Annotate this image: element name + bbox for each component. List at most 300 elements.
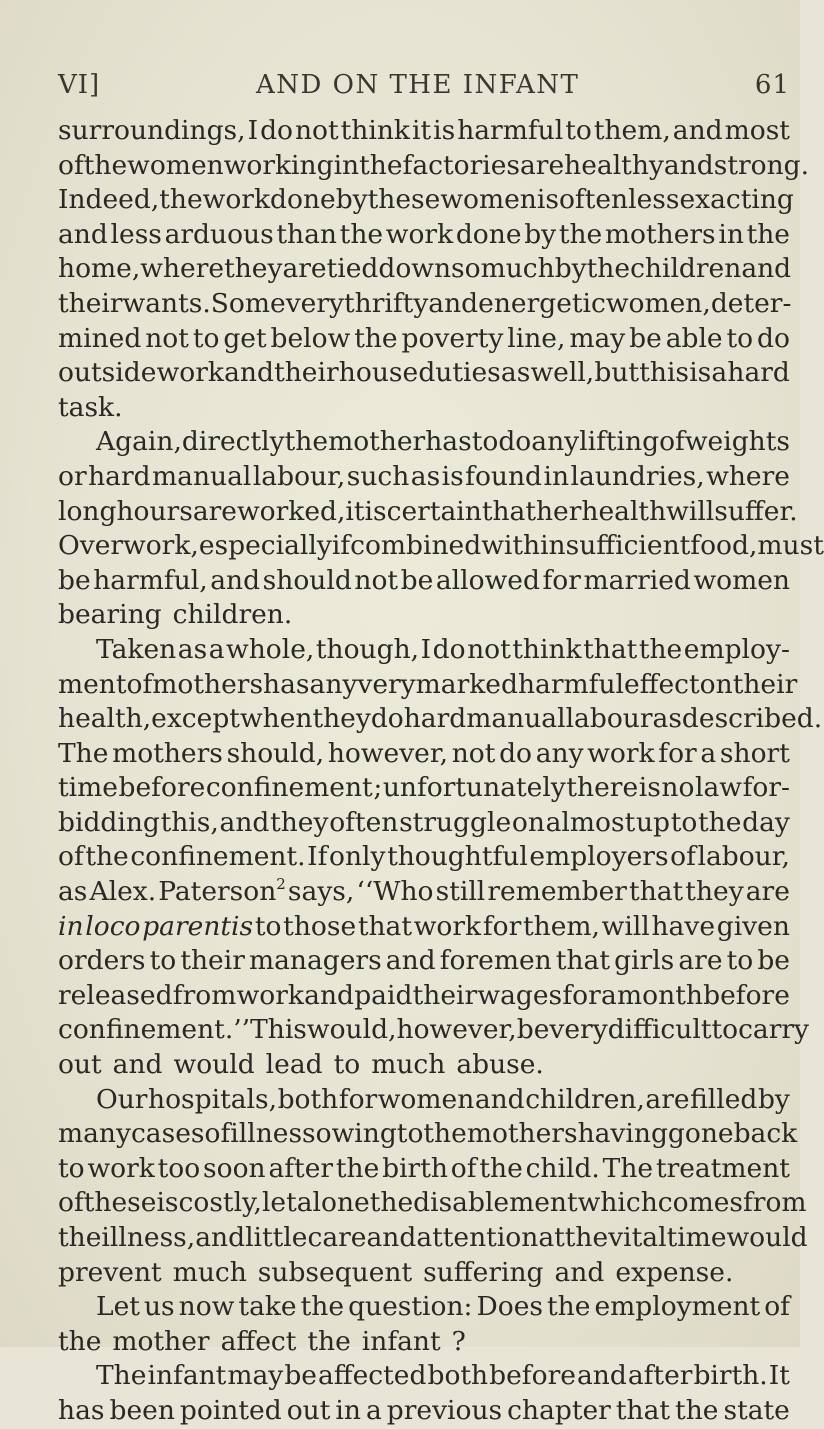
word: the [479, 1152, 523, 1184]
word: I [420, 633, 432, 665]
word: deter- [710, 287, 792, 319]
word: of [659, 426, 685, 458]
word: many [58, 1118, 131, 1150]
text-line [58, 1290, 790, 1325]
word: would, [306, 1014, 397, 1046]
word: be [58, 564, 91, 596]
word: illness, [101, 1222, 196, 1253]
word: except [151, 703, 240, 735]
word: and [474, 1083, 525, 1115]
word: is [638, 772, 661, 804]
word: may [227, 1360, 284, 1392]
word: be [516, 1014, 550, 1046]
word: poverty [401, 322, 504, 354]
word: do [432, 633, 466, 665]
word: hospitals, [148, 1083, 278, 1115]
word: by [757, 1083, 790, 1115]
word: done [270, 184, 336, 216]
word: surroundings, [58, 115, 246, 146]
word: soon [203, 1152, 266, 1184]
word: her [535, 495, 582, 527]
text-line [58, 1325, 790, 1360]
word: mothers [152, 668, 264, 700]
text-line [58, 702, 823, 737]
word: outside [58, 357, 157, 389]
word: from [743, 1187, 807, 1219]
word: down [378, 253, 452, 285]
word: lifting [579, 426, 660, 458]
word: of [58, 841, 84, 873]
word: in [333, 149, 360, 181]
word: be [757, 945, 790, 977]
word: wants. [122, 287, 211, 319]
word: to [333, 1049, 361, 1081]
word: Again, [96, 426, 182, 458]
word: the [746, 218, 790, 250]
word: remember [487, 876, 627, 908]
word: they [270, 806, 329, 838]
word: think [340, 115, 410, 146]
word: a [208, 633, 225, 665]
word: and [385, 945, 436, 977]
word: wages [477, 979, 563, 1011]
word: their [58, 287, 123, 319]
word: to [726, 322, 754, 354]
text-line [58, 875, 790, 910]
word: as [500, 357, 531, 389]
word: before [118, 772, 206, 804]
word: very [549, 1014, 608, 1046]
word: ‘‘Who [356, 876, 434, 908]
word: treatment [655, 1152, 790, 1184]
word: that [481, 495, 536, 527]
word: will [666, 495, 715, 527]
word: where [140, 253, 225, 285]
word: so [451, 253, 481, 285]
word: no [661, 772, 695, 804]
word: chapter [507, 1394, 611, 1426]
word: energetic [478, 287, 606, 319]
word: thoughtful [387, 841, 528, 873]
word: not [145, 322, 189, 354]
word: still [435, 876, 486, 908]
word: for [482, 910, 522, 942]
word: struggle [399, 806, 512, 838]
word: the [58, 1325, 102, 1357]
word: in [543, 460, 570, 492]
word: that [629, 876, 684, 908]
word: are [192, 495, 237, 527]
word: is [156, 1187, 179, 1219]
word: is [433, 115, 456, 146]
word: than [276, 218, 337, 250]
word: of [450, 1152, 477, 1184]
word: women [693, 564, 790, 596]
word: costly, [178, 1187, 262, 1219]
word: a [711, 357, 728, 389]
word: of [58, 1187, 84, 1219]
word: their [732, 668, 798, 700]
word: not [354, 564, 399, 596]
word: the [359, 149, 403, 181]
word: by [524, 218, 557, 250]
word: and [741, 253, 792, 285]
word: long [58, 495, 117, 527]
word: out [58, 1049, 102, 1081]
word: vital [608, 1222, 667, 1253]
word: there [566, 772, 639, 804]
word: it [345, 495, 365, 527]
word: may [569, 322, 626, 354]
word: to [726, 945, 754, 977]
word: thrifty [344, 287, 429, 319]
word: both [427, 1360, 489, 1392]
word: such [346, 460, 410, 492]
word: and [304, 979, 354, 1011]
word: however, [327, 737, 449, 769]
word: found [465, 460, 543, 492]
word: for [658, 737, 697, 769]
word: the [558, 218, 603, 250]
word: mother [112, 1325, 210, 1357]
word: labour, [252, 460, 346, 492]
word: cases [130, 1118, 205, 1150]
word: girls [614, 945, 675, 977]
word: or [58, 460, 87, 492]
word: given [716, 910, 790, 942]
word: disablement [413, 1187, 578, 1219]
word: should [262, 564, 352, 596]
word: owing [315, 1118, 397, 1150]
word: be [400, 564, 434, 596]
word: and [663, 149, 714, 181]
word: previous [386, 1394, 503, 1426]
word: arduous [164, 218, 274, 250]
text-line [58, 564, 790, 599]
word: out [286, 1394, 331, 1426]
text-line [58, 1117, 798, 1152]
text-line [58, 840, 790, 875]
word: If [307, 841, 328, 873]
text-line [58, 737, 790, 772]
word: up [635, 806, 670, 838]
word: children [630, 253, 742, 285]
word: would [173, 1049, 255, 1081]
word: when [239, 703, 313, 735]
word: ment [58, 668, 127, 700]
word: mother [328, 426, 426, 458]
word: are [520, 149, 565, 181]
word: are [745, 876, 790, 908]
word: the [58, 1222, 102, 1253]
word: effect [623, 668, 700, 700]
word: not [451, 737, 496, 769]
word: often [329, 806, 399, 838]
word: from [172, 979, 237, 1011]
word: their [180, 945, 245, 977]
word: the [85, 841, 129, 873]
text-line [58, 979, 790, 1014]
word: child. [525, 1152, 600, 1184]
text-line [58, 1013, 810, 1048]
word: that [615, 1394, 671, 1426]
text-line [58, 529, 824, 564]
word: back [733, 1118, 798, 1150]
word: very [285, 287, 344, 319]
word: work [202, 184, 271, 216]
word: the [547, 1291, 591, 1323]
word: and [576, 1360, 627, 1392]
word: able [665, 322, 723, 354]
word: Our [96, 1083, 148, 1115]
word: task. [58, 391, 123, 423]
word: Taken [96, 633, 177, 665]
word: for [542, 564, 581, 596]
word: employers [529, 841, 669, 873]
word: and [210, 564, 261, 596]
text-line [58, 495, 798, 530]
word: in [58, 910, 84, 942]
text-line [58, 356, 790, 391]
word: gone [667, 1118, 734, 1150]
word: work [236, 979, 304, 1011]
word: and [554, 1256, 605, 1288]
word: month [617, 979, 703, 1011]
text-line [58, 1048, 790, 1083]
word: paid [354, 979, 413, 1011]
word: combined [350, 530, 482, 562]
word: ? [451, 1325, 466, 1357]
word: foremen [439, 945, 552, 977]
word: the [335, 1152, 380, 1184]
text-line [58, 1221, 808, 1256]
word: the [159, 184, 203, 216]
word: This [250, 1014, 307, 1046]
word: employment [594, 1291, 761, 1323]
word: that [555, 945, 610, 977]
word: do [757, 322, 790, 354]
text-line [58, 391, 790, 426]
word: infant [147, 1360, 227, 1392]
word: is [536, 184, 559, 216]
word: and [224, 357, 274, 389]
word: but [594, 357, 640, 389]
word: little [245, 1222, 308, 1253]
text-line [58, 114, 790, 149]
word: Alex. [89, 876, 157, 908]
word: they [224, 253, 283, 285]
word: of [764, 1291, 790, 1323]
word: much [371, 1049, 446, 1081]
word: labour [565, 703, 653, 735]
word: to [711, 1014, 739, 1046]
word: managers [248, 945, 382, 977]
word: married [583, 564, 691, 596]
word: much [480, 253, 555, 285]
word: home, [58, 253, 141, 285]
word: to [471, 426, 499, 458]
text-line [58, 1152, 790, 1187]
word: these [367, 184, 441, 216]
word: to [565, 115, 592, 146]
word: do [370, 703, 404, 735]
text-line [58, 460, 790, 495]
word: employ- [683, 633, 790, 665]
word: which [577, 1187, 658, 1219]
word: do [499, 737, 533, 769]
word: a [601, 979, 617, 1011]
word: to [58, 1152, 85, 1184]
word: work [587, 737, 655, 769]
word: hard [403, 703, 467, 735]
word: expense. [615, 1256, 734, 1288]
word: the [638, 633, 683, 665]
word: says, [287, 876, 355, 908]
word: children, [525, 1083, 645, 1115]
word: pointed [179, 1394, 282, 1426]
text-line [58, 910, 790, 945]
word: parentis [142, 910, 254, 942]
word: and [58, 218, 108, 250]
word: mothers [466, 1118, 578, 1150]
word: think [512, 633, 582, 665]
word: suffering [423, 1256, 544, 1288]
word: law [695, 772, 742, 804]
text-line [58, 1359, 790, 1394]
word: bearing [58, 599, 162, 631]
word: this, [160, 806, 219, 838]
word: It [768, 1360, 790, 1392]
word: work [156, 357, 224, 389]
chapter-number: VI] [58, 70, 101, 100]
word: The [602, 1152, 654, 1184]
word: is [364, 495, 387, 527]
word: as [652, 703, 682, 735]
text-line [58, 633, 790, 668]
word: health, [58, 703, 152, 735]
word: they [685, 876, 744, 908]
word: a [700, 737, 717, 769]
word: harmful [517, 668, 624, 700]
word: less [628, 184, 680, 216]
word: line, [507, 322, 566, 354]
word: work [385, 218, 454, 250]
word: directly [181, 426, 285, 458]
word: confinement.’’ [58, 1014, 251, 1046]
word: below [270, 322, 351, 354]
word: abuse. [456, 1049, 544, 1081]
word: their [412, 979, 478, 1011]
word: the [423, 1118, 467, 1150]
word: state [723, 1394, 790, 1426]
text-line [58, 771, 790, 806]
word: I [247, 115, 259, 146]
text-line [58, 322, 790, 357]
word: harmful, [93, 564, 208, 596]
word: the [300, 1291, 345, 1323]
word: after [627, 1360, 693, 1392]
word: prevent [58, 1256, 162, 1288]
page-number: 61 [754, 70, 790, 100]
word: unfortunately [382, 772, 566, 804]
word: have [651, 910, 716, 942]
word: before [489, 1360, 576, 1392]
word: bidding [58, 806, 160, 838]
text-line [58, 1394, 790, 1429]
word: less [110, 218, 162, 250]
text-line [58, 425, 790, 460]
word: allowed [435, 564, 540, 596]
word: strong. [713, 149, 810, 181]
word: certain [386, 495, 482, 527]
word: Some [210, 287, 286, 319]
text-line [58, 183, 794, 218]
word: manual [466, 703, 566, 735]
word: children. [172, 599, 293, 631]
text-line [58, 668, 798, 703]
word: with [481, 530, 541, 562]
word: both [277, 1083, 339, 1115]
word: after [268, 1152, 334, 1184]
word: confinement. [130, 841, 306, 873]
word: food, [690, 530, 758, 562]
word: birth [382, 1152, 448, 1184]
word: those [283, 910, 357, 942]
word: most [724, 115, 790, 146]
word: illness [230, 1118, 316, 1150]
text-line [58, 598, 790, 633]
word: should, [226, 737, 325, 769]
word: harmful [457, 115, 564, 146]
text-line [58, 1256, 790, 1291]
word: be [629, 322, 662, 354]
word: duties [418, 357, 501, 389]
word: described. [681, 703, 823, 735]
word: at [538, 1222, 565, 1253]
word: us [143, 1291, 175, 1323]
word: must [757, 530, 824, 562]
word: affected [318, 1360, 427, 1392]
word: these [83, 1187, 157, 1219]
word: as [177, 633, 208, 665]
word: them, [522, 910, 600, 942]
word: not [467, 633, 511, 665]
text-line [58, 287, 790, 322]
word: health [581, 495, 667, 527]
word: work [87, 1152, 155, 1184]
word: done [455, 218, 522, 250]
word: the [83, 149, 128, 181]
word: house [338, 357, 419, 389]
word: will [601, 910, 650, 942]
text-line [58, 944, 790, 979]
word: hard [727, 357, 790, 389]
word: marked [415, 668, 518, 700]
word: labour, [697, 841, 790, 873]
word: comes [657, 1187, 743, 1219]
word: healthy [564, 149, 664, 181]
word: women [127, 149, 224, 181]
word: factories [402, 149, 520, 181]
word: take [238, 1291, 297, 1323]
word: to [192, 322, 220, 354]
word: and [366, 1222, 417, 1253]
word: orders [58, 945, 146, 977]
word: tied [326, 253, 379, 285]
word: of [670, 841, 696, 873]
word: and [428, 287, 479, 319]
word: laundries, [570, 460, 705, 492]
